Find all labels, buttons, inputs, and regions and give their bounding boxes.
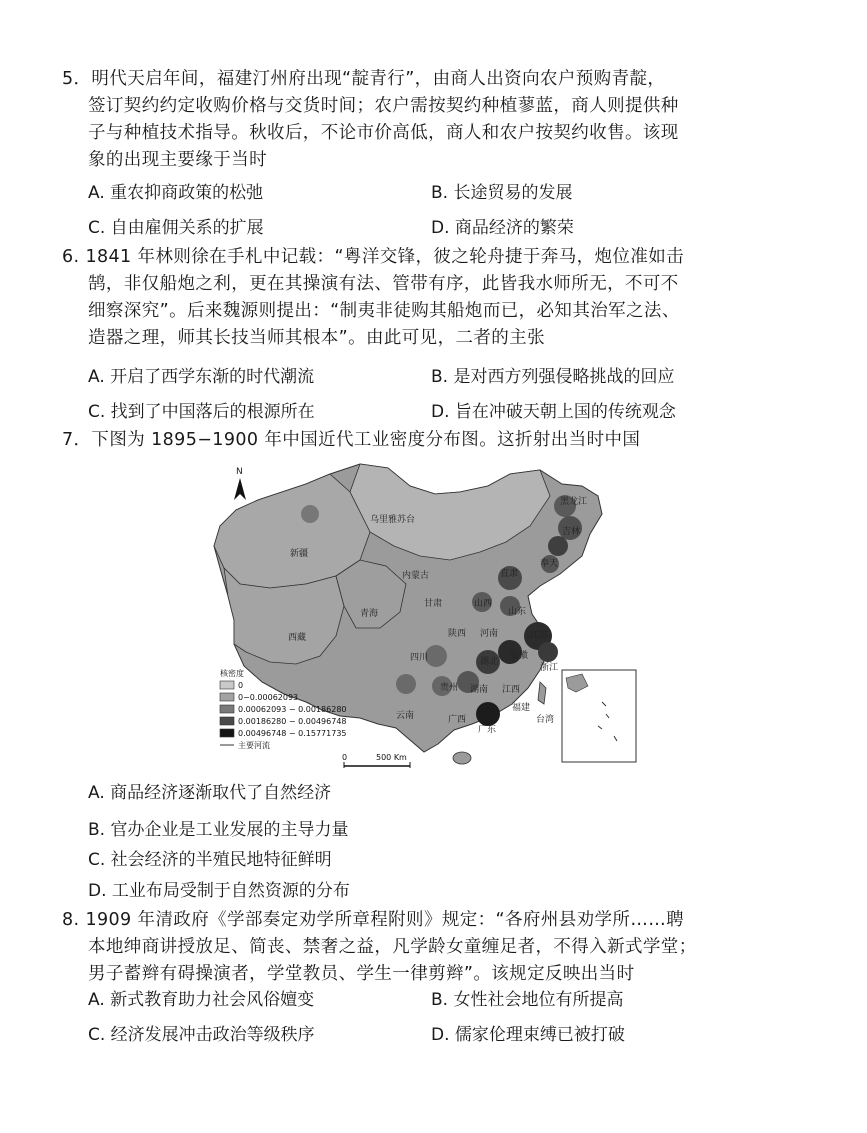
region-label: 贵州 (440, 683, 459, 693)
region-label: 山西 (474, 599, 493, 609)
legend-swatch (220, 717, 234, 725)
question-5-stem-line: 5．明代天启年间，福建汀州府出现“靛青行”，由商人出资向农户预购青靛， (62, 69, 666, 89)
region-label: 福建 (512, 703, 531, 713)
region-label: 西藏 (288, 633, 307, 643)
question-6-option-d[interactable]: D. 旨在冲破天朝上国的传统观念 (431, 402, 676, 422)
question-6-stem-line: 6. 1841 年林则徐在手札中记载：“粤洋交锋，彼之轮舟捷于奔马，炮位准如击 (62, 247, 685, 267)
question-5-stem-line: 子与种植技术指导。秋收后，不论市价高低，商人和农户按契约收售。该现 (88, 123, 679, 143)
question-7-option-d[interactable]: D. 工业布局受制于自然资源的分布 (88, 881, 350, 901)
question-6-option-b[interactable]: B. 是对西方列强侵略挑战的回应 (431, 367, 675, 387)
region-label: 广西 (448, 715, 467, 725)
region-label: 陕西 (448, 629, 467, 639)
question-5 (62, 66, 752, 174)
legend-swatch (220, 681, 234, 689)
region-label: 安徽 (510, 651, 529, 661)
question-5-option-c[interactable]: C. 自由雇佣关系的扩展 (88, 218, 264, 238)
scale-bar (342, 753, 410, 768)
region-label: 直隶 (500, 569, 519, 579)
taiwan-island (538, 682, 546, 704)
region-label: 四川 (410, 653, 429, 663)
legend-label: 0 (238, 681, 244, 690)
question-5-options (88, 178, 748, 248)
region-label: 山东 (508, 607, 527, 617)
legend-label: 0.00186280 − 0.00496748 (238, 717, 347, 726)
question-6-option-a[interactable]: A. 开启了西学东渐的时代潮流 (88, 367, 315, 387)
region-label: 新疆 (290, 549, 309, 559)
question-5-option-b[interactable]: B. 长途贸易的发展 (431, 183, 573, 203)
legend-label: 0.00062093 − 0.00186280 (238, 705, 347, 714)
region-label: 吉林 (562, 527, 581, 537)
question-6-stem-line: 细察深究”。后来魏源则提出：“制夷非徒购其船炮而已，必知其治军之法、 (88, 301, 680, 321)
region-label: 台湾 (536, 715, 555, 725)
question-8-option-b[interactable]: B. 女性社会地位有所提高 (431, 990, 624, 1010)
legend-swatch (220, 693, 234, 701)
question-5-stem-line: 签订契约约定收购价格与交货时间；农户需按契约种植蓼蓝，商人则提供种 (88, 96, 679, 116)
industry-density-map (210, 456, 650, 778)
region-label: 浙江 (540, 663, 559, 673)
question-6-option-c[interactable]: C. 找到了中国落后的根源所在 (88, 402, 315, 422)
region-label: 江苏 (530, 631, 549, 641)
region-label: 河南 (480, 629, 499, 639)
region-label: 湖南 (470, 685, 489, 695)
legend-label: 0−0.00062093 (238, 693, 299, 702)
legend-title: 核密度 (220, 669, 244, 678)
question-6-stem-line: 造器之理，师其长技当师其根本”。由此可见，二者的主张 (88, 328, 545, 348)
question-8-option-c[interactable]: C. 经济发展冲击政治等级秩序 (88, 1025, 315, 1045)
question-5-option-a[interactable]: A. 重农抑商政策的松弛 (88, 183, 264, 203)
region-label: 黑龙江 (560, 497, 588, 507)
question-5-stem-line: 象的出现主要缘于当时 (88, 150, 267, 170)
question-8 (62, 907, 752, 988)
question-7-option-a[interactable]: A. 商品经济逐渐取代了自然经济 (88, 783, 332, 803)
legend-swatch (220, 705, 234, 713)
question-8-stem-line: 8. 1909 年清政府《学部奏定劝学所章程附则》规定：“各府州县劝学所……聘 (62, 910, 685, 930)
question-8-option-a[interactable]: A. 新式教育助力社会风俗嬗变 (88, 990, 315, 1010)
region-label: 甘肃 (424, 599, 443, 609)
question-6-stem-line: 鹄，非仅船炮之利，更在其操演有法、管带有序，此皆我水师所无，不可不 (88, 274, 679, 294)
question-8-stem-line: 本地绅商讲授放足、简丧、禁奢之益，凡学龄女童缠足者，不得入新式学堂； (88, 937, 697, 957)
scale-zero: 0 (342, 753, 348, 762)
region-label: 江西 (502, 685, 521, 695)
region-label: 湖北 (480, 657, 499, 667)
question-7 (62, 427, 752, 454)
question-8-stem-line: 男子蓄辫有碍操演者，学堂教员、学生一律剪辫”。该规定反映出当时 (88, 964, 635, 984)
legend-swatch (220, 729, 234, 737)
legend-label: 0.00496748 − 0.15771735 (238, 729, 347, 738)
region-label: 奉天 (540, 559, 559, 569)
question-6-options (88, 362, 748, 432)
scale-label: 500 Km (376, 753, 407, 762)
question-5-option-d[interactable]: D. 商品经济的繁荣 (431, 218, 574, 238)
map-svg (210, 456, 650, 778)
region-label: 云南 (396, 711, 415, 721)
region-label: 内蒙古 (402, 571, 430, 581)
question-7-option-c[interactable]: C. 社会经济的半殖民地特征鲜明 (88, 850, 332, 870)
question-7-stem: 7．下图为 1895−1900 年中国近代工业密度分布图。这折射出当时中国 (62, 430, 641, 450)
question-7-option-b[interactable]: B. 官办企业是工业发展的主导力量 (88, 820, 349, 840)
question-8-options (88, 985, 748, 1055)
region-label: 广东 (478, 725, 497, 735)
region-label: 青海 (360, 609, 379, 619)
north-label: N (236, 467, 243, 477)
question-6 (62, 244, 752, 352)
north-arrow-icon (234, 467, 246, 500)
legend-river-label: 主要河流 (238, 741, 270, 750)
question-8-option-d[interactable]: D. 儒家伦理束缚已被打破 (431, 1025, 625, 1045)
region-label: 乌里雅苏台 (370, 515, 416, 525)
hainan-island (453, 752, 471, 764)
